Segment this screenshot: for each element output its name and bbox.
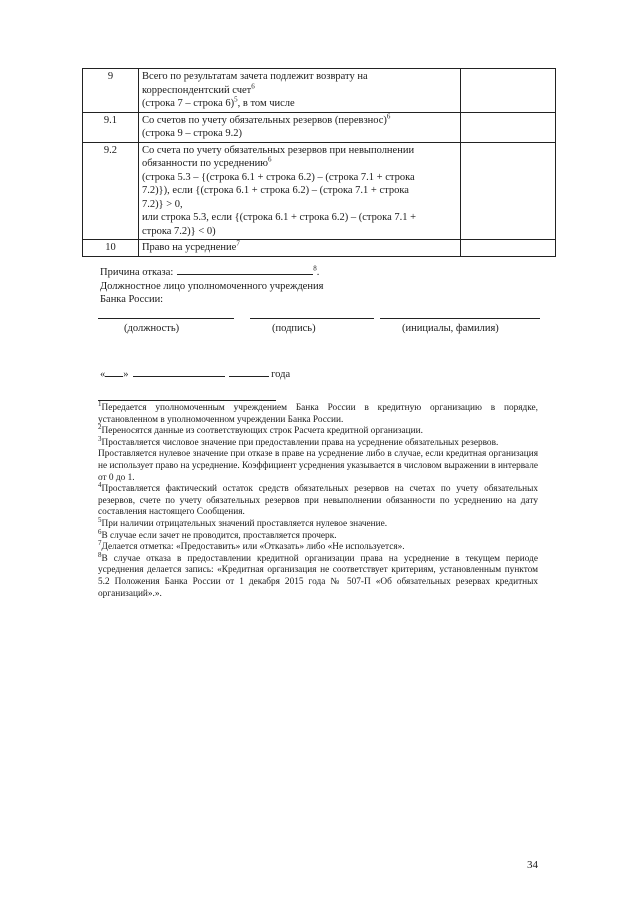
row-line: Право на усреднение$^7$ <box>141 239 240 253</box>
table-row <box>83 240 556 257</box>
page-number: 34 <box>527 859 538 871</box>
row-line: строка 7.2)} < 0) <box>141 225 216 237</box>
row-line: 7.2)} > 0, <box>141 198 183 210</box>
footnote-ref: 6 <box>251 82 255 90</box>
date-line: « » года <box>100 366 290 380</box>
signature-field[interactable] <box>250 318 374 319</box>
name-label: (инициалы, фамилия) <box>402 323 499 334</box>
row-line: или строка 5.3, если {(строка 6.1 + строка 6.2) – (строка 7.1 + <box>141 212 417 223</box>
name-field[interactable] <box>380 318 540 319</box>
footnote: $^3$Проставляется числовое значение при предоставлении права на усреднение обязательных резервов. <box>98 434 499 448</box>
footnotes <box>98 399 538 600</box>
row-value-cell[interactable] <box>461 69 556 113</box>
footnote: $^5$При наличии отрицательных значений проставляется нулевое значение. <box>98 515 388 529</box>
row-description <box>138 240 460 257</box>
refusal-reason-label: Причина отказа: <box>100 267 174 278</box>
row-number: 9.1 <box>83 112 139 142</box>
footnote-ref: 7 <box>236 239 240 248</box>
row-description <box>138 112 460 142</box>
footnote: Проставляется нулевое значение при отказе в праве на усреднение либо в случае, если кредитная организация не использует право на усреднение. Коэффициент усреднения указывается в числовом выражении в интервале от 0 до 1. <box>98 449 538 483</box>
position-label: (должность) <box>124 323 180 334</box>
row-value-cell[interactable] <box>461 142 556 240</box>
footnote-separator <box>98 400 276 401</box>
refusal-block <box>100 264 323 307</box>
footnote: $^4$Проставляется фактический остаток средств обязательных резервов на счетах по учету обязательных резервов, счете по учету обязательных резервов при невыполнении обязанности по усреднению на дату составления настоящего Сообщения. <box>98 481 538 518</box>
year-field[interactable] <box>229 366 269 377</box>
row-line: (строка 9 – строка 9.2) <box>141 128 243 139</box>
row-value-cell[interactable] <box>461 240 556 257</box>
footnote: $^6$В случае если зачет не проводится, проставляется прочерк. <box>98 527 337 541</box>
official-label-line1: Должностное лицо уполномоченного учреждения <box>100 280 324 292</box>
refusal-reason-line: Причина отказа: $^8$. <box>100 264 320 278</box>
row-line: Со счета по учету обязательных резервов при невыполнении <box>141 144 415 156</box>
table-row <box>83 142 556 240</box>
report-table <box>82 68 556 257</box>
row-line: Всего по результатам зачета подлежит возврату на <box>141 71 368 82</box>
row-line: Со счетов по учету обязательных резервов (перевзнос)$^6$ <box>141 112 391 126</box>
year-suffix: года <box>271 369 291 380</box>
official-label-line2: Банка России: <box>100 294 164 305</box>
row-description <box>138 142 460 240</box>
table-row <box>83 112 556 142</box>
row-line: обязанности по усреднению$^6$ <box>141 155 272 169</box>
signature-lines <box>98 318 540 319</box>
footnote-ref: 6 <box>268 155 272 164</box>
footnote: $^1$Передается уполномоченным учреждением Банка России в кредитную организацию в порядке, установленном в уполномоченном учреждении Банка России. <box>98 399 538 425</box>
row-number: 9 <box>83 69 139 113</box>
row-value-cell[interactable] <box>461 112 556 142</box>
footnote-ref: 6 <box>386 112 391 120</box>
row-number: 9.2 <box>83 142 139 240</box>
row-line: 7.2)}), если {(строка 6.1 + строка 6.2) – (строка 7.1 + строка <box>141 185 409 196</box>
row-number: 10 <box>83 240 139 257</box>
day-field[interactable] <box>105 366 123 377</box>
position-field[interactable] <box>98 318 234 319</box>
footnote: $^8$В случае отказа в предоставлении кредитной организации права на усреднение в текущем периоде усреднения делается запись: «Кредитная организация не соответствует критериям, установленным пунктом 5.2 Положения Банка России от 1 декабря 2015 года № 507-П «Об обязательных резервах кредитных организаций».». <box>98 550 538 599</box>
footnote-ref: 8 <box>313 264 317 273</box>
report-table-body <box>83 69 556 257</box>
signature-label: (подпись) <box>272 323 316 334</box>
footnote: $^2$Переносятся данные из соответствующих строк Расчета кредитной организации. <box>98 423 423 437</box>
row-description <box>138 69 460 113</box>
row-line: корреспондентский счет$^6$ <box>141 82 255 96</box>
footnote: $^7$Делается отметка: «Предоставить» или «Отказать» либо «Не используется». <box>98 539 405 553</box>
month-field[interactable] <box>133 366 225 377</box>
table-row <box>83 69 556 113</box>
row-line: (строка 7 – строка 6)$^5$, в том числе <box>141 95 295 109</box>
row-line: (строка 5.3 – {(строка 6.1 + строка 6.2) – (строка 7.1 + строка <box>141 171 415 183</box>
refusal-reason-field[interactable] <box>177 264 313 275</box>
footnote-ref: 5 <box>234 95 238 104</box>
